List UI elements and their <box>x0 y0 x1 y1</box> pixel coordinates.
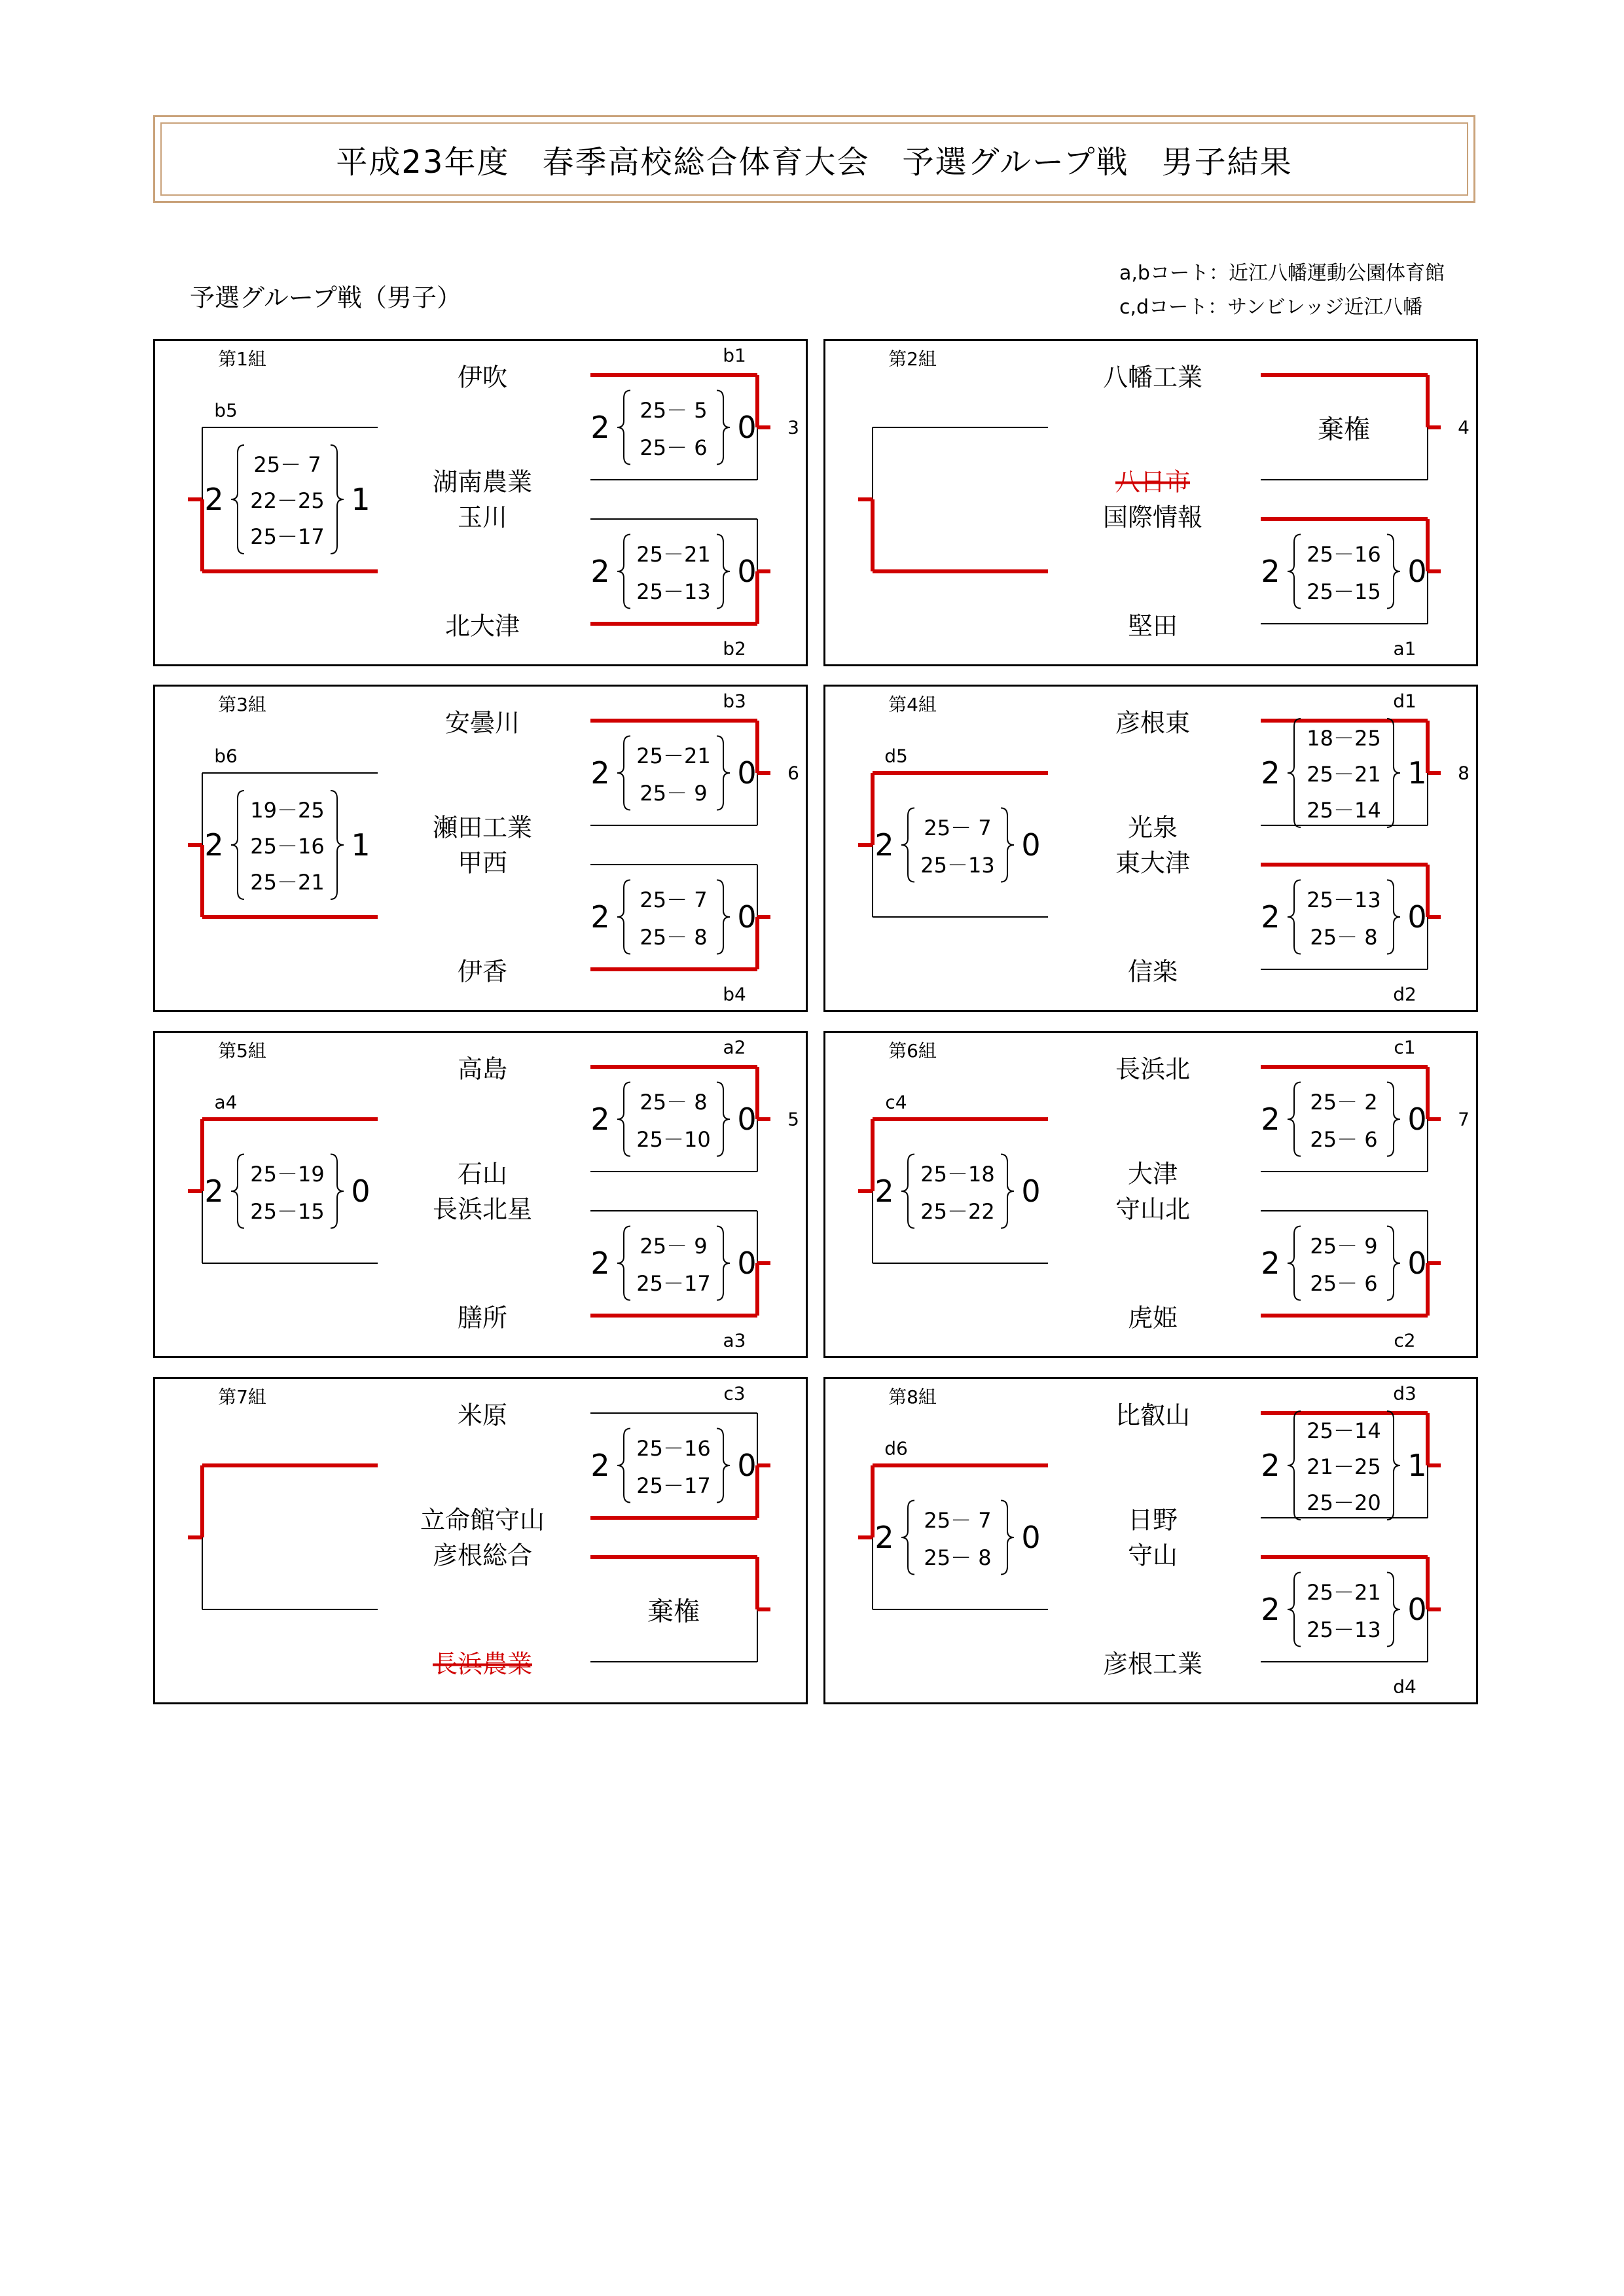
match2-sets-won-left: 2 <box>590 1246 610 1281</box>
group-panel-4 <box>823 685 1478 1012</box>
match1-close-brace <box>1387 1083 1400 1157</box>
match1-set-score: 25－ 6 <box>640 435 708 460</box>
final-sets-won-right: 1 <box>351 827 370 863</box>
match2-set-score: 25－16 <box>1307 541 1381 567</box>
final-court-code: b6 <box>214 745 238 767</box>
match1-close-brace <box>1387 719 1400 827</box>
match1-open-brace <box>1288 719 1301 827</box>
match2-set-score: 25－17 <box>636 1270 711 1296</box>
final-sets-won-right: 0 <box>351 1174 370 1209</box>
match2-close-brace <box>717 1227 730 1300</box>
match2-close-brace <box>717 880 730 954</box>
group-panel-7 <box>153 1377 808 1704</box>
match2-court-code: c2 <box>1394 1329 1416 1352</box>
match1-sets-won-right: 0 <box>1407 1102 1427 1137</box>
match1-close-brace <box>717 1083 730 1157</box>
section-label: 予選グループ戦（男子） <box>190 283 461 312</box>
next-match-number: 5 <box>787 1108 799 1130</box>
final-set-score: 25－ 7 <box>253 452 321 477</box>
final-set-score: 25－15 <box>250 1198 325 1224</box>
match1-sets-won-left: 2 <box>1261 1448 1280 1483</box>
group-panel-6 <box>823 1031 1478 1358</box>
final-sets-won-left: 2 <box>875 1520 894 1555</box>
match2-open-brace <box>1288 880 1301 954</box>
match1-court-code: d1 <box>1393 690 1416 712</box>
final-close-brace <box>331 445 344 554</box>
match1-set-score: 25－ 5 <box>640 397 708 423</box>
team-name: 国際情報 <box>1102 503 1203 532</box>
final-sets-won-right: 0 <box>1021 1520 1041 1555</box>
team-name: 虎姫 <box>1127 1303 1178 1333</box>
final-close-brace <box>1001 1155 1014 1229</box>
final-sets-won-right: 1 <box>351 482 370 517</box>
final-set-score: 25－18 <box>920 1161 995 1187</box>
match2-close-brace <box>717 535 730 609</box>
match2-court-code: a3 <box>723 1329 746 1352</box>
group-label: 第2組 <box>888 348 937 370</box>
match2-sets-won-right: 0 <box>1407 899 1427 935</box>
match1-close-brace <box>717 1429 730 1503</box>
match1-court-code: c1 <box>1394 1036 1416 1058</box>
match2-open-brace <box>1288 1573 1301 1647</box>
match1-close-brace <box>717 391 730 465</box>
next-match-number: 4 <box>1458 416 1470 439</box>
final-court-code: b5 <box>214 399 238 422</box>
group-label: 第5組 <box>218 1040 266 1062</box>
final-close-brace <box>331 791 344 899</box>
match2-open-brace <box>617 880 630 954</box>
match2-set-score: 25－13 <box>1307 887 1381 912</box>
group-label: 第6組 <box>888 1040 937 1062</box>
match1-sets-won-left: 2 <box>1261 1102 1280 1137</box>
team-name: 日野 <box>1127 1505 1178 1535</box>
final-court-code: a4 <box>214 1091 238 1113</box>
next-match-number: 8 <box>1458 762 1470 784</box>
match1-sets-won-right: 0 <box>737 1448 757 1483</box>
team-name: 伊吹 <box>457 363 508 392</box>
final-court-code: c4 <box>885 1091 907 1113</box>
team-name: 長浜農業 <box>432 1649 533 1679</box>
final-open-brace <box>901 808 914 882</box>
match2-set-score: 25－21 <box>636 541 711 567</box>
team-name: 八日市 <box>1115 467 1191 497</box>
match2-close-brace <box>1387 535 1400 609</box>
final-open-brace <box>901 1155 914 1229</box>
match1-set-score: 18－25 <box>1307 726 1381 751</box>
final-set-score: 22－25 <box>250 488 325 513</box>
team-name: 彦根東 <box>1115 708 1191 738</box>
match2-set-score: 25－ 8 <box>640 924 708 950</box>
group-label: 第7組 <box>218 1386 266 1408</box>
match1-set-score: 25－10 <box>636 1126 711 1152</box>
team-name: 長浜北星 <box>432 1194 533 1224</box>
team-name: 安曇川 <box>444 708 520 738</box>
match2-sets-won-right: 0 <box>737 1246 757 1281</box>
final-set-score: 25－22 <box>920 1198 995 1224</box>
group-panel-2 <box>823 339 1478 666</box>
match1-set-score: 25－14 <box>1307 798 1381 823</box>
team-name: 大津 <box>1127 1159 1178 1189</box>
final-set-score: 25－ 7 <box>924 815 992 840</box>
match2-sets-won-left: 2 <box>590 899 610 935</box>
match2-set-score: 25－13 <box>636 579 711 604</box>
page-title: 平成23年度 春季高校総合体育大会 予選グループ戦 男子結果 <box>336 143 1293 181</box>
final-set-score: 25－13 <box>920 852 995 878</box>
match1-sets-won-left: 2 <box>590 410 610 445</box>
match2-set-score: 25－ 7 <box>640 887 708 912</box>
match2-sets-won-left: 2 <box>1261 899 1280 935</box>
match1-sets-won-right: 1 <box>1407 1448 1427 1483</box>
team-name: 甲西 <box>457 848 508 878</box>
match2-set-score: 25－ 6 <box>1310 1270 1378 1296</box>
group-label: 第4組 <box>888 694 937 715</box>
group-label: 第1組 <box>218 348 266 370</box>
group-panel-3 <box>153 685 808 1012</box>
final-sets-won-left: 2 <box>875 1174 894 1209</box>
match1-close-brace <box>717 736 730 810</box>
final-set-score: 19－25 <box>250 798 325 823</box>
match1-court-code: b1 <box>723 344 746 367</box>
match1-court-code: b3 <box>723 690 746 712</box>
match1-open-brace <box>617 1429 630 1503</box>
team-name: 比叡山 <box>1115 1401 1191 1430</box>
final-open-brace <box>231 1155 244 1229</box>
match2-court-code: d2 <box>1393 983 1416 1005</box>
team-name: 玉川 <box>457 503 508 532</box>
match1-sets-won-right: 1 <box>1407 755 1427 791</box>
match1-court-code: d3 <box>1393 1382 1416 1405</box>
match2-forfeit: 棄権 <box>647 1596 700 1627</box>
team-name: 堅田 <box>1127 611 1178 641</box>
final-close-brace <box>1001 808 1014 882</box>
match1-set-score: 21－25 <box>1307 1454 1381 1479</box>
next-match-number: 6 <box>787 762 799 784</box>
final-open-brace <box>901 1501 914 1575</box>
match1-set-score: 25－21 <box>636 743 711 768</box>
team-name: 立命館守山 <box>420 1505 545 1535</box>
match1-court-code: c3 <box>723 1382 746 1405</box>
final-close-brace <box>331 1155 344 1229</box>
team-name: 彦根総合 <box>432 1541 533 1570</box>
court-info-cd: c,dコート：サンビレッジ近江八幡 <box>1119 296 1423 319</box>
group-panel-5 <box>153 1031 808 1358</box>
match2-sets-won-left: 2 <box>1261 554 1280 589</box>
team-name: 彦根工業 <box>1102 1649 1203 1679</box>
match2-court-code: b2 <box>723 637 746 660</box>
match1-set-score: 25－ 8 <box>640 1089 708 1115</box>
match2-set-score: 25－ 8 <box>1310 924 1378 950</box>
match2-sets-won-right: 0 <box>737 554 757 589</box>
match2-set-score: 25－21 <box>1307 1579 1381 1605</box>
match1-set-score: 25－20 <box>1307 1490 1381 1515</box>
match2-set-score: 25－ 9 <box>1310 1233 1378 1259</box>
match2-court-code: b4 <box>723 983 746 1005</box>
team-name: 伊香 <box>457 957 508 986</box>
team-name: 東大津 <box>1115 848 1191 878</box>
match1-set-score: 25－ 9 <box>640 780 708 806</box>
match1-set-score: 25－ 6 <box>1310 1126 1378 1152</box>
match1-set-score: 25－21 <box>1307 762 1381 787</box>
team-name: 長浜北 <box>1115 1054 1191 1084</box>
final-sets-won-left: 2 <box>875 827 894 863</box>
match2-sets-won-left: 2 <box>590 554 610 589</box>
match1-open-brace <box>1288 1083 1301 1157</box>
final-sets-won-right: 0 <box>1021 1174 1041 1209</box>
match2-close-brace <box>1387 880 1400 954</box>
final-court-code: d5 <box>884 745 908 767</box>
match2-close-brace <box>1387 1573 1400 1647</box>
team-name: 瀬田工業 <box>432 813 533 842</box>
match2-open-brace <box>1288 1227 1301 1300</box>
match1-sets-won-right: 0 <box>737 755 757 791</box>
team-name: 米原 <box>457 1401 508 1430</box>
match1-open-brace <box>617 736 630 810</box>
match1-sets-won-right: 0 <box>737 1102 757 1137</box>
final-sets-won-left: 2 <box>204 1174 224 1209</box>
final-sets-won-right: 0 <box>1021 827 1041 863</box>
final-open-brace <box>231 791 244 899</box>
match1-forfeit: 棄権 <box>1318 414 1370 445</box>
team-name: 八幡工業 <box>1102 363 1203 392</box>
match1-open-brace <box>617 1083 630 1157</box>
match1-open-brace <box>617 391 630 465</box>
match2-sets-won-right: 0 <box>737 899 757 935</box>
match2-set-score: 25－ 9 <box>640 1233 708 1259</box>
final-open-brace <box>231 445 244 554</box>
next-match-number: 7 <box>1458 1108 1470 1130</box>
group-panel-8 <box>823 1377 1478 1704</box>
group-panel-1 <box>153 339 808 666</box>
match1-set-score: 25－14 <box>1307 1418 1381 1443</box>
match2-court-code: a1 <box>1393 637 1416 660</box>
match2-court-code: d4 <box>1393 1676 1416 1698</box>
match2-sets-won-right: 0 <box>1407 1592 1427 1627</box>
match2-sets-won-right: 0 <box>1407 554 1427 589</box>
team-name: 石山 <box>457 1159 508 1189</box>
match1-open-brace <box>1288 1411 1301 1520</box>
match1-set-score: 25－17 <box>636 1473 711 1498</box>
final-close-brace <box>1001 1501 1014 1575</box>
match1-close-brace <box>1387 1411 1400 1520</box>
final-set-score: 25－16 <box>250 834 325 859</box>
team-name: 湖南農業 <box>432 467 533 497</box>
final-set-score: 25－ 7 <box>924 1507 992 1533</box>
match2-open-brace <box>1288 535 1301 609</box>
team-name: 北大津 <box>444 611 520 641</box>
next-match-number: 3 <box>787 416 799 439</box>
team-name: 守山北 <box>1115 1194 1191 1224</box>
match2-close-brace <box>1387 1227 1400 1300</box>
final-set-score: 25－21 <box>250 870 325 895</box>
match1-sets-won-left: 2 <box>590 1102 610 1137</box>
match2-set-score: 25－13 <box>1307 1617 1381 1642</box>
team-name: 信楽 <box>1127 957 1178 986</box>
match1-sets-won-left: 2 <box>1261 755 1280 791</box>
match1-sets-won-left: 2 <box>590 755 610 791</box>
team-name: 守山 <box>1127 1541 1178 1570</box>
match1-set-score: 25－ 2 <box>1310 1089 1378 1115</box>
team-name: 膳所 <box>457 1303 508 1333</box>
match2-sets-won-left: 2 <box>1261 1592 1280 1627</box>
match2-open-brace <box>617 535 630 609</box>
title-frame <box>153 115 1475 203</box>
match1-set-score: 25－16 <box>636 1435 711 1461</box>
final-sets-won-left: 2 <box>204 827 224 863</box>
group-label: 第8組 <box>888 1386 937 1408</box>
match2-set-score: 25－15 <box>1307 579 1381 604</box>
team-name: 高島 <box>457 1054 508 1084</box>
match1-sets-won-right: 0 <box>737 410 757 445</box>
match1-court-code: a2 <box>723 1036 746 1058</box>
final-set-score: 25－19 <box>250 1161 325 1187</box>
match2-open-brace <box>617 1227 630 1300</box>
final-set-score: 25－ 8 <box>924 1545 992 1570</box>
match1-sets-won-left: 2 <box>590 1448 610 1483</box>
final-court-code: d6 <box>884 1437 908 1460</box>
match2-sets-won-left: 2 <box>1261 1246 1280 1281</box>
team-name: 光泉 <box>1127 813 1178 842</box>
final-set-score: 25－17 <box>250 524 325 549</box>
final-sets-won-left: 2 <box>204 482 224 517</box>
court-info-ab: a,bコート：近江八幡運動公園体育館 <box>1119 262 1445 285</box>
group-label: 第3組 <box>218 694 266 715</box>
match2-sets-won-right: 0 <box>1407 1246 1427 1281</box>
